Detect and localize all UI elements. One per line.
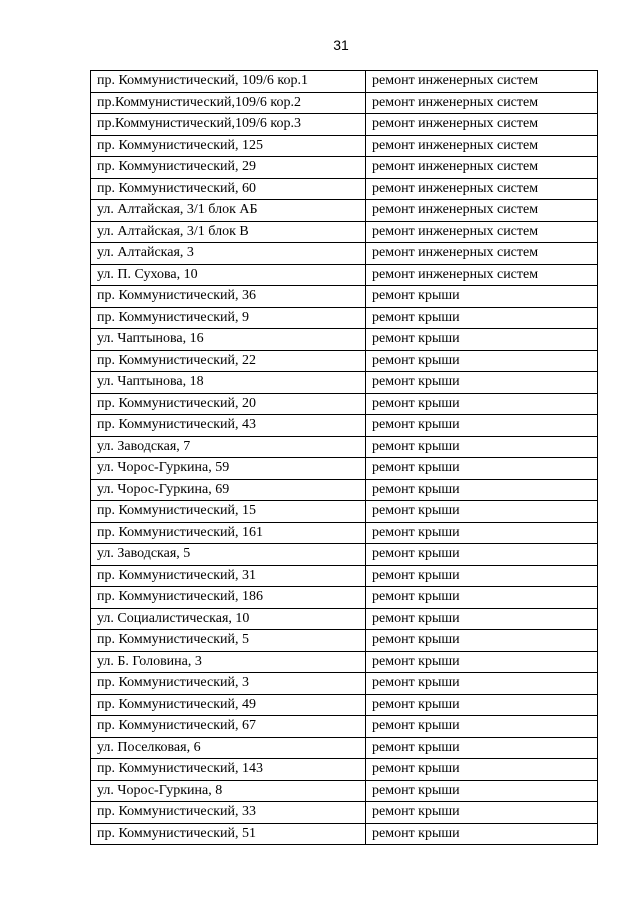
table-row — [91, 802, 598, 824]
table-row — [91, 780, 598, 802]
table-body — [91, 71, 598, 845]
work-type-cell: ремонт инженерных систем — [366, 135, 598, 157]
table-row — [91, 329, 598, 351]
address-cell: пр.Коммунистический,109/6 кор.2 — [91, 92, 366, 114]
work-type-cell: ремонт инженерных систем — [366, 92, 598, 114]
work-type-cell: ремонт крыши — [366, 673, 598, 695]
work-type-cell: ремонт крыши — [366, 286, 598, 308]
table-row — [91, 544, 598, 566]
address-cell: пр. Коммунистический, 20 — [91, 393, 366, 415]
work-type-cell: ремонт крыши — [366, 458, 598, 480]
address-cell: ул. Алтайская, 3 — [91, 243, 366, 265]
work-type-cell: ремонт крыши — [366, 307, 598, 329]
work-type-cell: ремонт инженерных систем — [366, 243, 598, 265]
work-type-cell: ремонт крыши — [366, 716, 598, 738]
table-row — [91, 501, 598, 523]
table-row — [91, 221, 598, 243]
table-row — [91, 759, 598, 781]
address-cell: ул. Чаптынова, 18 — [91, 372, 366, 394]
address-cell: пр. Коммунистический, 143 — [91, 759, 366, 781]
address-cell: пр. Коммунистический, 60 — [91, 178, 366, 200]
table-row — [91, 157, 598, 179]
address-cell: пр. Коммунистический, 186 — [91, 587, 366, 609]
table-row — [91, 565, 598, 587]
work-type-cell: ремонт инженерных систем — [366, 221, 598, 243]
work-type-cell: ремонт крыши — [366, 780, 598, 802]
work-type-cell: ремонт крыши — [366, 329, 598, 351]
work-type-cell: ремонт крыши — [366, 479, 598, 501]
work-type-cell: ремонт крыши — [366, 372, 598, 394]
table-row — [91, 608, 598, 630]
address-cell: пр. Коммунистический, 43 — [91, 415, 366, 437]
address-cell: ул. Социалистическая, 10 — [91, 608, 366, 630]
work-type-cell: ремонт крыши — [366, 544, 598, 566]
table-row — [91, 178, 598, 200]
work-type-cell: ремонт инженерных систем — [366, 114, 598, 136]
address-cell: пр. Коммунистический, 33 — [91, 802, 366, 824]
address-cell: ул. Заводская, 7 — [91, 436, 366, 458]
address-cell: пр. Коммунистический, 31 — [91, 565, 366, 587]
work-type-cell: ремонт крыши — [366, 415, 598, 437]
work-type-cell: ремонт крыши — [366, 759, 598, 781]
work-type-cell: ремонт крыши — [366, 737, 598, 759]
table-row — [91, 737, 598, 759]
address-cell: пр. Коммунистический, 22 — [91, 350, 366, 372]
table-row — [91, 114, 598, 136]
address-cell: пр. Коммунистический, 9 — [91, 307, 366, 329]
work-type-cell: ремонт крыши — [366, 608, 598, 630]
table-row — [91, 307, 598, 329]
table-row — [91, 243, 598, 265]
table-row — [91, 264, 598, 286]
work-type-cell: ремонт крыши — [366, 436, 598, 458]
table-row — [91, 673, 598, 695]
work-type-cell: ремонт крыши — [366, 350, 598, 372]
address-work-table — [90, 70, 598, 845]
work-type-cell: ремонт крыши — [366, 694, 598, 716]
address-cell: пр. Коммунистический, 5 — [91, 630, 366, 652]
work-type-cell: ремонт крыши — [366, 823, 598, 845]
address-cell: ул. Алтайская, 3/1 блок АБ — [91, 200, 366, 222]
table-row — [91, 651, 598, 673]
work-type-cell: ремонт крыши — [366, 587, 598, 609]
table-row — [91, 630, 598, 652]
table-row — [91, 372, 598, 394]
work-type-cell: ремонт крыши — [366, 522, 598, 544]
address-cell: ул. Чаптынова, 16 — [91, 329, 366, 351]
table-row — [91, 135, 598, 157]
work-type-cell: ремонт инженерных систем — [366, 71, 598, 93]
table-row — [91, 479, 598, 501]
address-cell: ул. Заводская, 5 — [91, 544, 366, 566]
address-cell: пр.Коммунистический,109/6 кор.3 — [91, 114, 366, 136]
work-type-cell: ремонт инженерных систем — [366, 264, 598, 286]
table-row — [91, 458, 598, 480]
table-row — [91, 350, 598, 372]
work-type-cell: ремонт крыши — [366, 501, 598, 523]
table-row — [91, 522, 598, 544]
table-row — [91, 92, 598, 114]
work-type-cell: ремонт инженерных систем — [366, 157, 598, 179]
address-cell: пр. Коммунистический, 109/6 кор.1 — [91, 71, 366, 93]
address-cell: пр. Коммунистический, 3 — [91, 673, 366, 695]
table-row — [91, 436, 598, 458]
work-type-cell: ремонт инженерных систем — [366, 178, 598, 200]
address-cell: ул. Чорос-Гуркина, 69 — [91, 479, 366, 501]
work-type-cell: ремонт крыши — [366, 393, 598, 415]
table-row — [91, 587, 598, 609]
address-cell: пр. Коммунистический, 51 — [91, 823, 366, 845]
address-cell: ул. Алтайская, 3/1 блок В — [91, 221, 366, 243]
address-cell: ул. Чорос-Гуркина, 59 — [91, 458, 366, 480]
address-cell: ул. Б. Головина, 3 — [91, 651, 366, 673]
work-type-cell: ремонт крыши — [366, 802, 598, 824]
address-cell: пр. Коммунистический, 29 — [91, 157, 366, 179]
address-cell: пр. Коммунистический, 161 — [91, 522, 366, 544]
table-row — [91, 200, 598, 222]
table-row — [91, 71, 598, 93]
table-row — [91, 694, 598, 716]
address-cell: пр. Коммунистический, 67 — [91, 716, 366, 738]
work-type-cell: ремонт крыши — [366, 651, 598, 673]
address-cell: пр. Коммунистический, 15 — [91, 501, 366, 523]
address-cell: пр. Коммунистический, 36 — [91, 286, 366, 308]
page-number: 31 — [333, 37, 349, 53]
table-row — [91, 393, 598, 415]
table-row — [91, 286, 598, 308]
table-row — [91, 823, 598, 845]
address-cell: пр. Коммунистический, 125 — [91, 135, 366, 157]
address-cell: ул. Поселковая, 6 — [91, 737, 366, 759]
address-cell: ул. Чорос-Гуркина, 8 — [91, 780, 366, 802]
work-type-cell: ремонт инженерных систем — [366, 200, 598, 222]
address-cell: пр. Коммунистический, 49 — [91, 694, 366, 716]
address-cell: ул. П. Сухова, 10 — [91, 264, 366, 286]
work-type-cell: ремонт крыши — [366, 630, 598, 652]
table-row — [91, 415, 598, 437]
table-row — [91, 716, 598, 738]
work-type-cell: ремонт крыши — [366, 565, 598, 587]
